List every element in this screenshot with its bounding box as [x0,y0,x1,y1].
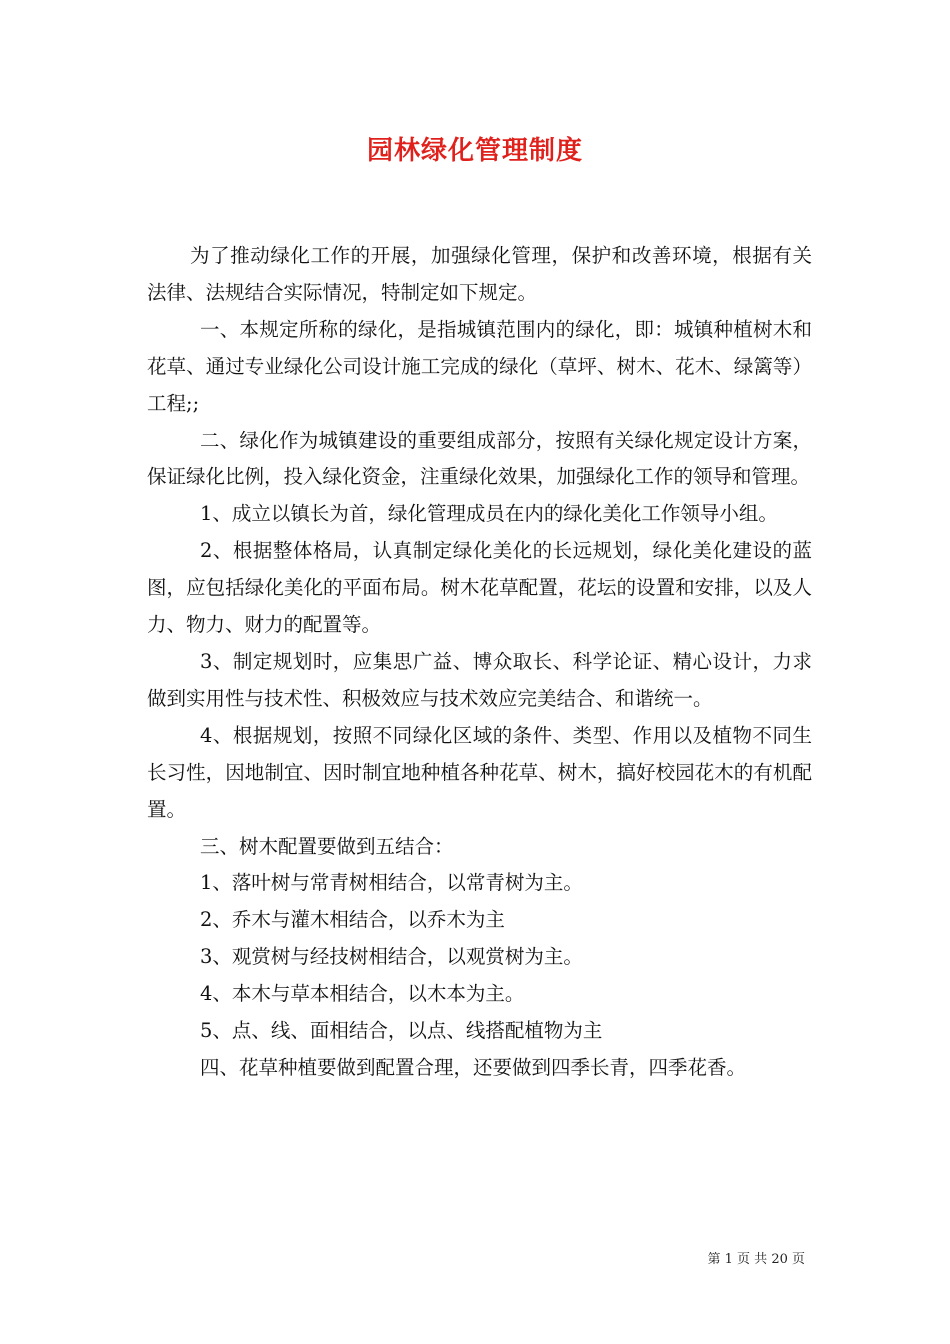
document-body [147,238,812,1087]
item-2-paragraph: 2、根据整体格局，认真制定绿化美化的长远规划，绿化美化建设的蓝图，应包括绿化美化的平面布局。树木花草配置，花坛的设置和安排，以及人力、物力、财力的配置等。 [147,539,812,637]
section-2-paragraph: 二、绿化作为城镇建设的重要组成部分，按照有关绿化规定设计方案，保证绿化比例，投入绿化资金，注重绿化效果，加强绿化工作的领导和管理。 [147,428,812,489]
item-3-paragraph: 3、制定规划时，应集思广益、博众取长、科学论证、精心设计，力求做到实用性与技术性、积极效应与技术效应完美结合、和谐统一。 [147,649,812,710]
intro-paragraph: 为了推动绿化工作的开展，加强绿化管理，保护和改善环境，根据有关法律、法规结合实际情况，特制定如下规定。 [147,244,812,304]
section-3 [147,829,812,1087]
list-item: 4、本木与草本相结合，以木本为主。 [200,982,525,1006]
item-4-paragraph: 4、根据规划，按照不同绿化区域的条件、类型、作用以及植物不同生长习性，因地制宜、因时制宜地种植各种花草、树木，搞好校园花木的有机配置。 [147,723,812,821]
list-item: 5、点、线、面相结合，以点、线搭配植物为主 [200,1019,603,1043]
list-item: 1、落叶树与常青树相结合，以常青树为主。 [200,871,583,895]
list-item: 2、乔木与灌木相结合，以乔木为主 [200,908,505,932]
document-title: 园林绿化管理制度 [366,136,583,166]
item-1-paragraph: 1、成立以镇长为首，绿化管理成员在内的绿化美化工作领导小组。 [200,502,778,526]
list-item: 3、观赏树与经技树相结合，以观赏树为主。 [200,945,583,969]
section-3-heading: 三、树木配置要做到五结合： [200,834,454,858]
section-1-paragraph: 一、本规定所称的绿化，是指城镇范围内的绿化，即：城镇种植树木和花草、通过专业绿化公司设计施工完成的绿化（草坪、树木、花木、绿篱等）工程;; [147,317,812,415]
page-number: 第 1 页 共 20 页 [707,1252,805,1267]
section-4-paragraph: 四、花草种植要做到配置合理，还要做到四季长青，四季花香。 [200,1055,747,1079]
